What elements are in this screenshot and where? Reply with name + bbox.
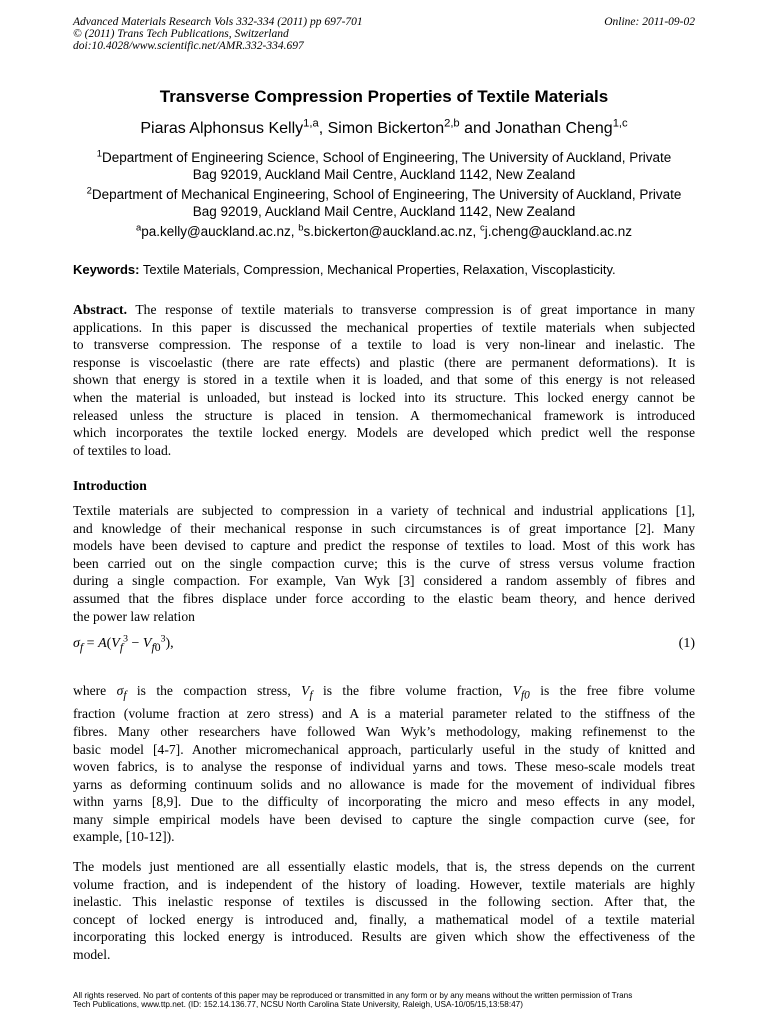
text-line: and knowledge of their mechanical response in such circumstances is of great importance [2]. Many	[73, 520, 695, 536]
equation-number: (1)	[678, 636, 695, 651]
author-separator: and	[459, 120, 496, 137]
text-line: where $\sigma_f$ is the compaction stress, $V_f$ is the fibre volume fraction, $V_{f0}$ is the free fibre volume	[73, 683, 695, 702]
text-line: yarns as deforming continuum solids and no allowance is made for the movement of individual fibres	[73, 776, 695, 792]
email-superscript: b	[298, 222, 304, 234]
text-line: concept of locked energy is introduced and, finally, a mathematical model of a textile material	[73, 911, 695, 927]
affiliation-text: Department of Mechanical Engineering, School of Engineering, The University of Auckland, Private	[91, 187, 682, 202]
author-separator: ,	[318, 120, 328, 137]
text-line: shown that energy is stored in a textile when it is loaded, and that some of this energy is not released	[73, 372, 695, 388]
text-line	[73, 301, 695, 319]
author-superscript: 1,a	[303, 117, 319, 130]
text-line: Textile materials are subjected to compression in a variety of technical and industrial applications [1],	[73, 503, 695, 518]
author-name: Piaras Alphonsus Kelly	[140, 120, 304, 137]
affiliation-text: Bag 92019, Auckland Mail Centre, Auckland 1142, New Zealand	[192, 204, 576, 219]
text-line: released unless the structure is placed in tension. A thermomechanical framework is introduced	[73, 407, 695, 423]
text-line: withn yarns [8,9]. Due to the difficulty of incorporating the micro and meso effects in any model,	[73, 794, 695, 810]
email-link[interactable]: j.cheng@auckland.ac.nz	[484, 224, 633, 239]
text-line: fraction (volume fraction at zero stress) and A is a material parameter related to the stiffness of the	[73, 706, 695, 722]
affiliation-1	[73, 149, 695, 183]
text-line: been carried out on the single compaction curve; this is the curve of stress versus volume fraction	[73, 555, 695, 571]
affiliation-2	[73, 186, 695, 220]
email-link[interactable]: pa.kelly@auckland.ac.nz,	[141, 224, 299, 239]
intro-paragraph-1	[73, 502, 695, 625]
affiliation-superscript: 1	[96, 148, 102, 160]
text-line: The models just mentioned are all essentially elastic models, that is, the stress depends on the current	[73, 859, 695, 874]
author-superscript: 1,c	[612, 117, 628, 130]
paper-title: Transverse Compression Properties of Textile Materials	[159, 87, 609, 106]
online-date: Online: 2011-09-02	[604, 16, 695, 28]
affiliation-text: Department of Engineering Science, School of Engineering, The University of Auckland, Private	[101, 150, 672, 165]
email-link[interactable]: s.bickerton@auckland.ac.nz,	[303, 224, 481, 239]
author-name: Jonathan Cheng	[495, 120, 613, 137]
text-fragment: is the fibre volume fraction,	[312, 683, 513, 698]
keywords-text: Textile Materials, Compression, Mechanical Properties, Relaxation, Viscoplasticity.	[139, 262, 616, 277]
doi-line: doi:10.4028/www.scientific.net/AMR.332-334.697	[73, 40, 304, 52]
text-line: when the material is unloaded, but instead is locked into its structure. This locked energy cannot be	[73, 389, 695, 405]
text-line: example, [10-12]).	[73, 829, 175, 845]
equation-formula: $\sigma_f = A(V_f^3 - V_{f0}^3)$,	[73, 633, 174, 654]
text-line: models have been devised to capture and predict the response of textiles to load. Most of this work has	[73, 538, 695, 554]
affiliation-superscript: 2	[86, 185, 92, 197]
footer-line: Tech Publications, www.ttp.net. (ID: 152.14.136.77, NCSU North Carolina State University, Raleigh, USA-10/05/15,13:58:47)	[73, 1000, 523, 1009]
text-line: of textiles to load.	[73, 442, 172, 458]
text-fragment: where	[73, 683, 117, 698]
author-superscript: 2,b	[444, 117, 460, 130]
text-fragment: is the compaction stress,	[126, 683, 302, 698]
text-line: to transverse compression. The response of a textile to load is very non-linear and inelastic. The	[73, 337, 695, 353]
text-line: assumed that the fibres displace under force according to the elastic beam theory, and hence derived	[73, 590, 695, 606]
abstract	[73, 301, 695, 459]
copyright-footer	[73, 991, 713, 1009]
journal-header	[73, 16, 363, 52]
intro-paragraph-3	[73, 858, 695, 964]
text-line: inelastic. This inelastic response of textiles is discussed in the following section. After that, the	[73, 894, 695, 910]
email-superscript: a	[135, 222, 142, 234]
text-line: which incorporates the textile locked energy. Models are developed which predict well the response	[73, 425, 695, 441]
text-line: volume fraction, and is independent of the history of loading. However, textile materials are highly	[73, 876, 695, 892]
footer-line: All rights reserved. No part of contents of this paper may be reproduced or transmitted in any form or by any means without the written permission of Trans	[73, 991, 633, 1000]
text-line: applications. In this paper is discussed the mechanical properties of textile materials when subjected	[73, 319, 695, 335]
email-superscript: c	[480, 222, 485, 234]
text-line: fibres. Many other researchers have followed Wan Wyk’s methodology, making refinemenst to the	[73, 723, 695, 739]
equation-1	[73, 633, 695, 654]
text-line: woven fabrics, is to analyse the response of individual yarns and tows. These meso-scale models treat	[73, 759, 695, 775]
abstract-label: Abstract.	[73, 302, 127, 317]
text-line: basic model [4-7]. Another micromechanical approach, particularly useful in the study of knitted and	[73, 741, 695, 757]
author-list	[0, 117, 768, 138]
email-list	[73, 223, 695, 240]
author-name: Simon Bickerton	[327, 120, 445, 137]
text-line: the power law relation	[73, 608, 195, 624]
affiliation-text: Bag 92019, Auckland Mail Centre, Auckland 1142, New Zealand	[192, 167, 576, 182]
text-line: many simple empirical models have been devised to capture the single compaction curve (see, for	[73, 811, 695, 827]
keywords	[73, 262, 695, 277]
text-fragment: is the free fibre volume	[529, 683, 695, 698]
copyright-line: © (2011) Trans Tech Publications, Switzerland	[73, 28, 289, 40]
text-fragment: The response of textile materials to transverse compression is of great importance in many	[126, 302, 695, 317]
text-line: response is viscoelastic (there are rate effects) and plastic (there are permanent deformations). It is	[73, 354, 695, 370]
text-line: model.	[73, 946, 111, 962]
section-heading-introduction: Introduction	[73, 478, 147, 493]
intro-paragraph-2	[73, 682, 695, 846]
keywords-label: Keywords:	[73, 262, 140, 277]
text-line: incorporating this locked energy is introduced. Results are given which show the effectiveness of the	[73, 929, 695, 945]
journal-citation: Advanced Materials Research Vols 332-334 (2011) pp 697-701	[73, 16, 363, 28]
text-line: during a single compaction. For example, Van Wyk [3] considered a random assembly of fibres and	[73, 573, 695, 589]
